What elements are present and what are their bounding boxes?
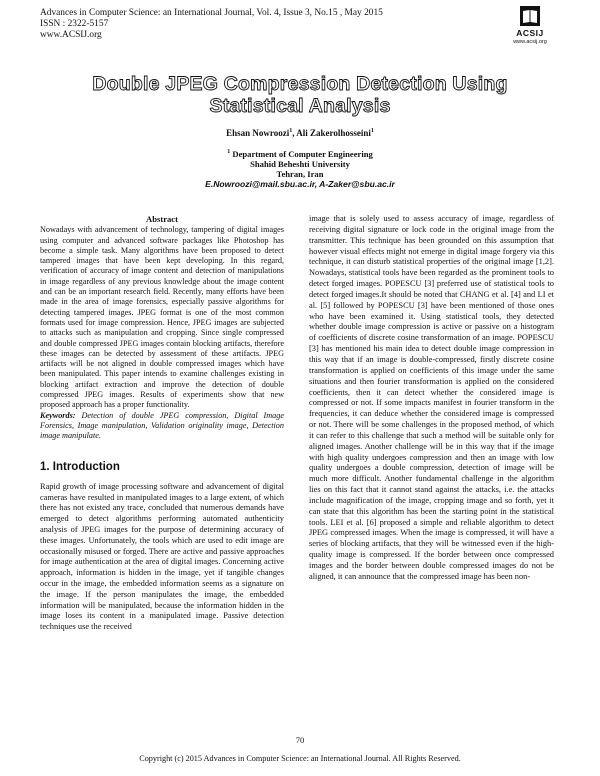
introduction-text: Rapid growth of image processing software and advancement of digital cameras have resulted in manipulated images to a large extent, of which there has not existed any trace, concluded that numerous demands have emerged to detect algorithms performing automated authenticity analysis of JPEG images for the purpose of determining accuracy of these images. Unfortunately, the tools which are used to edit image are occasionally misused or forged. There are active and passive approaches for image authentication at the area of digital images. Concerning active approach, information is hidden in the image, yet if tangible changes occur in the image, the embedded information seems as a signature on the image. If the person manipulates the image, the embedded information will be manipulated, because the information hidden in the image loses its content in a manipulated image. Passive detection techniques use the received [40, 481, 284, 632]
city: Tehran, Iran [276, 169, 324, 179]
keywords [40, 411, 284, 442]
keywords-text: Detection of double JPEG compression, Digital Image Forensics, Image manipulation, Validation originality image, Detection image manipulate. [40, 410, 285, 441]
right-column [309, 214, 554, 583]
author-line: Ehsan Nowroozi$^1$, Ali Zakerolhosseini$^1$ [226, 128, 374, 138]
journal-site: www.ACSIJ.org [40, 30, 102, 40]
logo-name: ACSIJ [516, 28, 544, 38]
author-2: Ali Zakerolhosseini [296, 128, 371, 138]
copyright-footer: Copyright (c) 2015 Advances in Computer Science: an International Journal. All Rights Reserved. [139, 754, 461, 763]
abstract-heading: Abstract [146, 214, 178, 224]
affiliation [0, 149, 600, 189]
left-column [40, 214, 284, 633]
abstract-text: Nowadays with advancement of technology, tampering of digital images using computer and advanced software packages like Photoshop has become a simple task. Many algorithms have been proposed to detect tampered images that have been kept developing. In this regard, verification of accuracy of image content and detection of manipulations in image regardless of any previous knowledge about the image content and can be an important research field. Recently, many efforts have been made in the area of image forensics, especially passive algorithms for detecting tampered images. JPEG format is one of the most common formats used for image compression. Hence, JPEG images are subjected to attacks such as manipulation and cropping. Since single compressed and double compressed JPEG images contain blocking artifacts, therefore these images can be detected by assessment of these artifacts. JPEG artifacts will be not aligned in double compressed images which have been manipulated. This paper intends to examine challenges existing in blocking artifact extraction and improve the detection of double compressed JPEG images. Results of experiments show that new proposed approach has a proper functionality. [40, 225, 284, 410]
logo-site: www.acsij.org [513, 39, 547, 45]
journal-citation: Advances in Computer Science: an International Journal, Vol. 4, Issue 3, No.15 , May 2015 [40, 8, 383, 18]
author-1-sup: 1 [289, 128, 293, 134]
journal-header [40, 8, 383, 41]
author-emails: E.Nowroozi@mail.sbu.ac.ir, A-Zaker@sbu.ac.ir [205, 179, 395, 189]
right-column-text: image that is solely used to assess accuracy of image, regardless of receiving digital signature or lock code in the original image from the transmitter. This technique has been grounded on this assumption that however visual effects might not emerge in digital image forgery via this technique, it can disturb statistical properties of the original image [1,2]. Nowadays, statistical tools have been regarded as the prominent tools to detect forged images. POPESCU [3] preferred use of statistical tools to detect forged images.It should be noted that CHANG et al. [4] and LI et al. [5] followed by POPESCU [3] have been mentioned of those ones who have been examined it. Using statistical tools, they detected whether double image compression is active or passive on a histogram of coefficients of discrete cosine transformation of an image. POPESCU [3] has mentioned his main idea to detect double image compression in this way that if an image is double-compressed, firstly discrete cosine transformation is applied on coefficients of this image under the same situations and then fourier transformation is applied on the considered coefficients, then it can detect whether the considered image is compressed or not. If some impacts manifest in fourier transform in the frequencies, it can deduce whether the considered image is compressed or not. There will be some challenges in the proposed method, of which it can refer to this challenge that such a method will be suitable only for aligned images. Another challenge will be in this way that if the image with high quality undergoes compression and then an image with low quality undergoes a double compression, detection of image will be much more difficult. Another fundamental challenge in the algorithm lies on this fact that it cannot stand against the attacks, i.e. the attacks include magnification of the image, cropping image and so forth, yet it can state that this algorithm has been the starting point in the statistical tools. LEI et al. [6] proposed a simple and reliable algorithm to detect JPEG compressed images. When the image is compressed, it will have a series of blocking artifacts, that they will be witnessed even if the high-quality image is compressed. If the border between once compressed images and the border between double compressed images do not be aligned, it can announce that the compressed image has been non- [309, 214, 554, 581]
book-icon [519, 5, 541, 27]
author-2-sup: 1 [370, 128, 374, 134]
university: Shahid Beheshti University [250, 159, 350, 169]
page-number: 70 [295, 735, 305, 745]
issn: ISSN : 2322-5157 [40, 19, 109, 29]
department: Department of Computer Engineering [232, 149, 373, 159]
journal-logo [499, 5, 561, 45]
author-1: Ehsan Nowroozi [226, 128, 290, 138]
paper-title: Double JPEG Compression Detection Using Statistical Analysis [92, 73, 508, 117]
affiliation-sup: 1 [227, 149, 231, 156]
keywords-label: Keywords: [40, 410, 76, 420]
introduction-heading: 1. Introduction [40, 460, 120, 473]
